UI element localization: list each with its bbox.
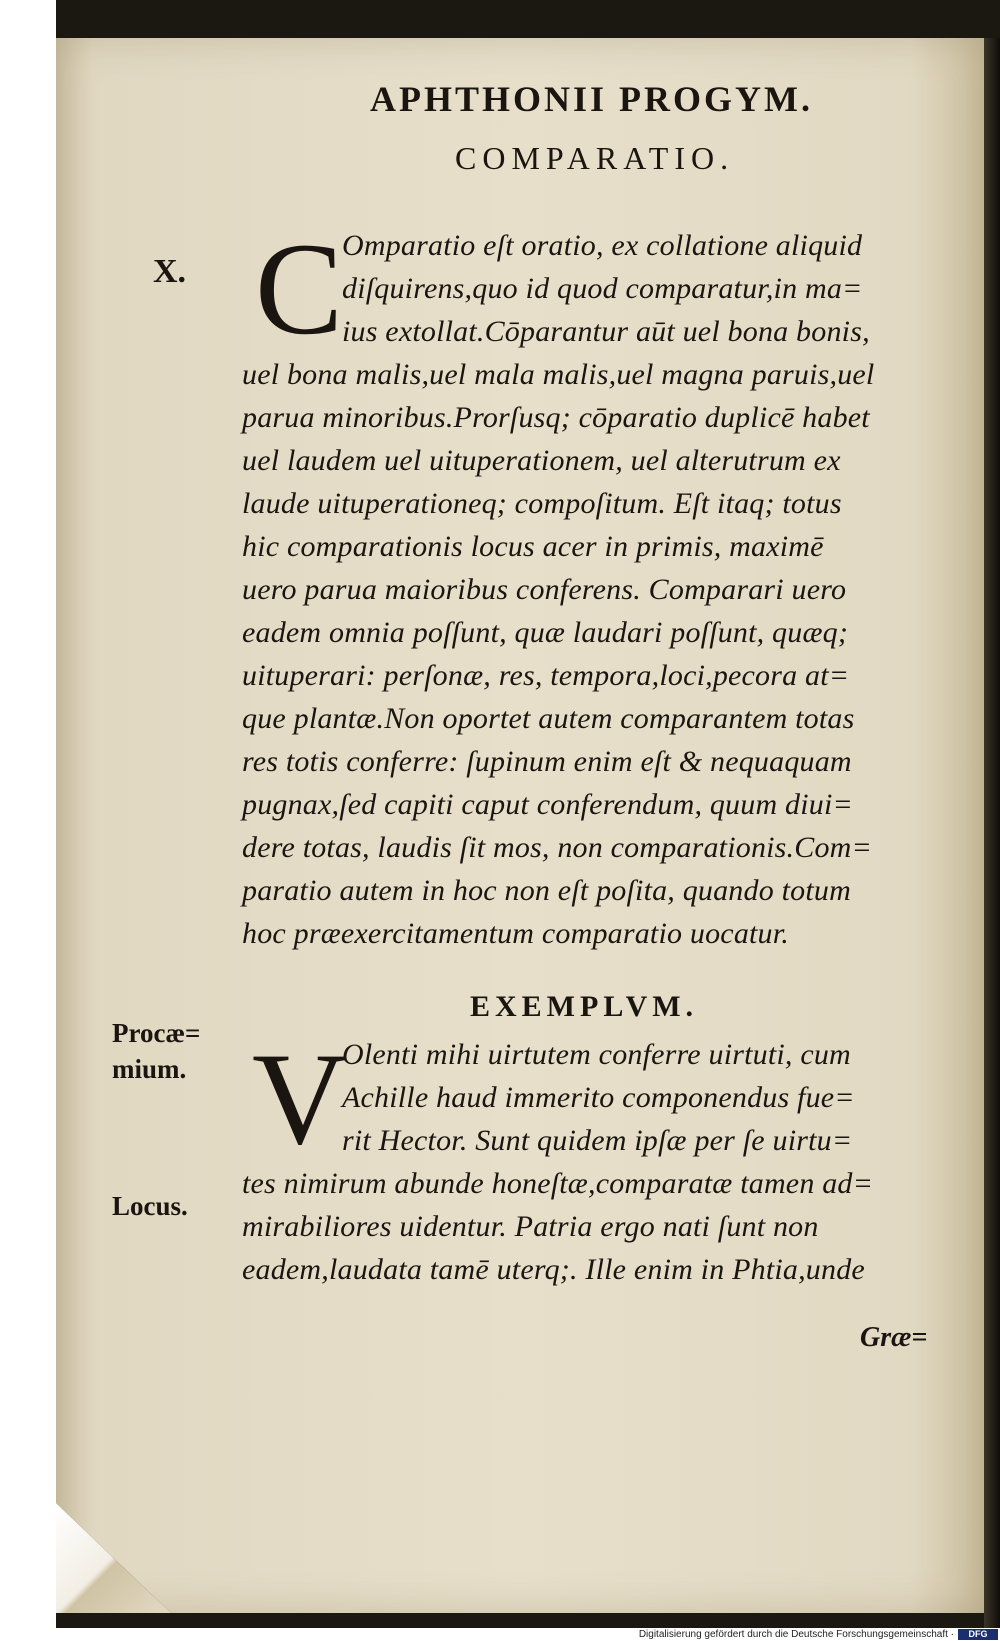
subheading-exemplum: EXEMPLVM. bbox=[470, 990, 699, 1023]
section-title: COMPARATIO. bbox=[455, 140, 735, 176]
definition-line: uel bona malis,uel mala malis,uel magna paruis,uel bbox=[242, 358, 875, 391]
definition-line: res totis conferre: ſupinum enim eſt & nequaquam bbox=[242, 745, 852, 778]
definition-line: eadem omnia poſſunt, quæ laudari poſſunt, quæq; bbox=[242, 616, 849, 649]
definition-line: parua minoribus.Prorſusq; cōparatio duplicē habet bbox=[242, 401, 870, 434]
example-line: eadem,laudata tamē uterq;. Ille enim in Phtia,unde bbox=[242, 1253, 865, 1286]
definition-line: que plantæ.Non oportet autem comparantem totas bbox=[242, 702, 855, 735]
definition-line: hoc præexercitamentum comparatio uocatur. bbox=[242, 917, 789, 950]
margin-note-locus: Locus. bbox=[112, 1191, 188, 1221]
definition-line: ius extollat.Cōparantur aūt uel bona bonis, bbox=[342, 315, 870, 348]
running-head: APHTHONII PROGYM. bbox=[370, 79, 813, 119]
definition-line: hic comparationis locus acer in primis, maximē bbox=[242, 530, 824, 563]
definition-line: paratio autem in hoc non eſt poſita, quando totum bbox=[242, 874, 851, 907]
definition-line: uero parua maioribus conferens. Comparari uero bbox=[242, 573, 847, 606]
left-margin-background bbox=[0, 0, 56, 1628]
definition-line: uel laudem uel uituperationem, uel alterutrum ex bbox=[242, 444, 841, 477]
example-line: mirabiliores uidentur. Patria ergo nati ſunt non bbox=[242, 1210, 819, 1243]
definition-line: Omparatio eſt oratio, ex collatione aliquid bbox=[342, 229, 863, 262]
dfg-logo: DFG bbox=[958, 1629, 998, 1640]
example-line: tes nimirum abunde honeſtæ,comparatæ tamen ad= bbox=[242, 1167, 874, 1200]
footer-credit: Digitalisierung gefördert durch die Deutsche Forschungsgemeinschaft · bbox=[638, 1629, 954, 1640]
drop-cap-c: C bbox=[255, 215, 344, 362]
margin-note-prooemium bbox=[112, 1015, 200, 1088]
section-number: X. bbox=[153, 253, 187, 290]
drop-cap-v: V bbox=[252, 1025, 348, 1172]
definition-line: dere totas, laudis ſit mos, non comparationis.Com= bbox=[242, 831, 872, 864]
definition-line: laude uituperationeq; compoſitum. Eſt itaq; totus bbox=[242, 487, 842, 520]
example-line: rit Hector. Sunt quidem ipſæ per ſe uirtu= bbox=[342, 1124, 853, 1157]
example-line: Achille haud immerito componendus fue= bbox=[342, 1081, 855, 1114]
catchword: Græ= bbox=[860, 1322, 928, 1353]
definition-line: uituperari: perſonæ, res, tempora,loci,pecora at= bbox=[242, 659, 850, 692]
definition-line: diſquirens,quo id quod comparatur,in ma= bbox=[342, 272, 863, 305]
margin-note-prooemium-line2: mium. bbox=[112, 1054, 187, 1085]
definition-line: pugnax,ſed capiti caput conferendum, quum diui= bbox=[242, 788, 853, 821]
margin-note-prooemium-line1: Procæ= bbox=[112, 1018, 201, 1048]
example-line: Olenti mihi uirtutem conferre uirtuti, cum bbox=[342, 1038, 851, 1071]
page-edge bbox=[984, 38, 1000, 1628]
